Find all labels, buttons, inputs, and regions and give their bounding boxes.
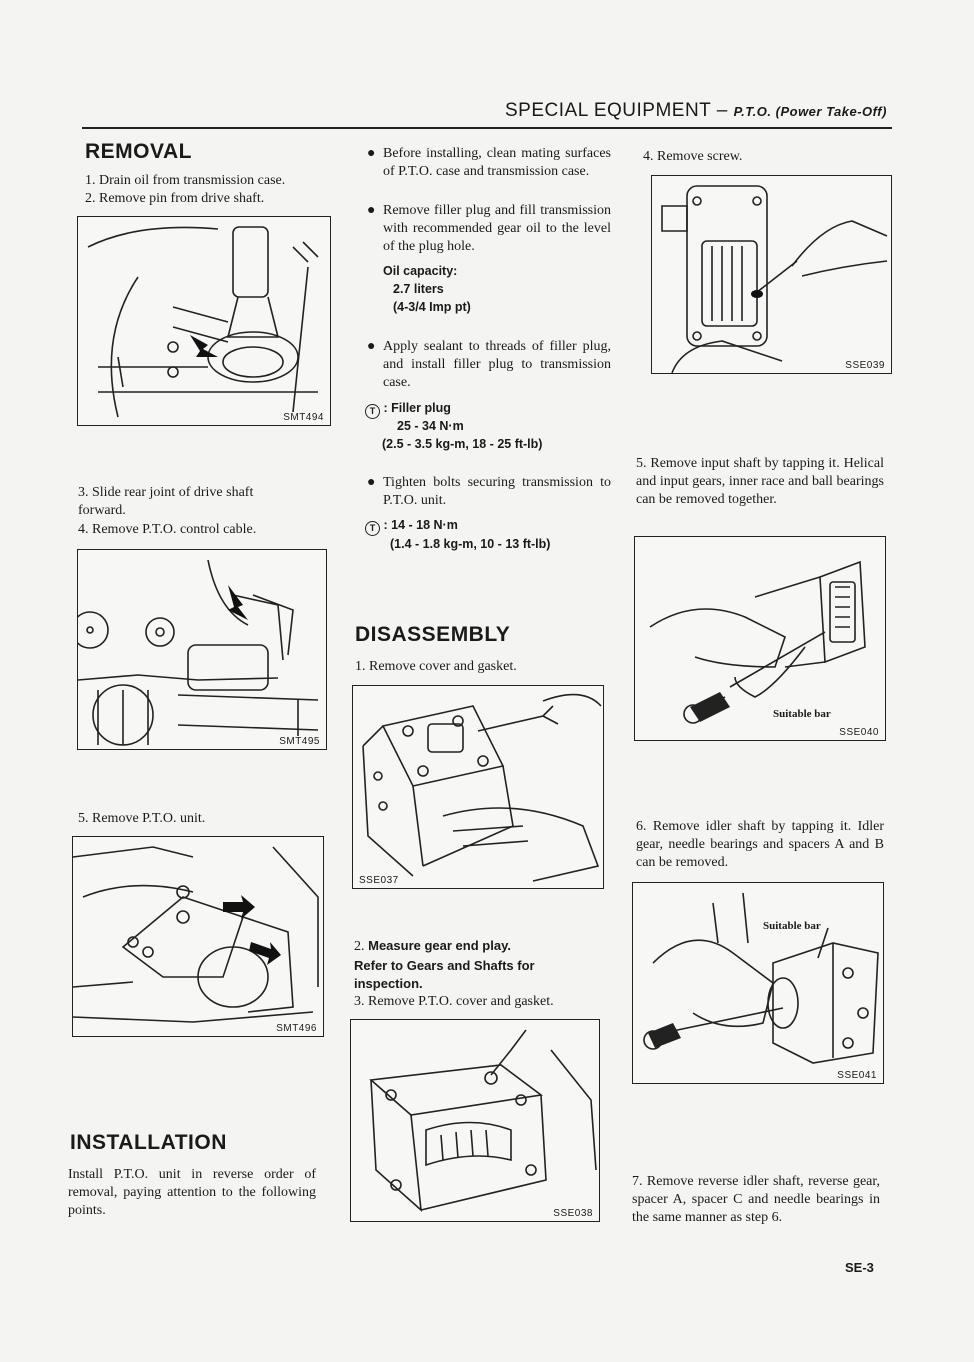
figure-smt494 <box>77 216 331 426</box>
cover-removal-illustration <box>353 686 603 888</box>
disassembly-step-5: 5. Remove input shaft by tapping it. Helical and input gears, inner race and ball bearings can be removed together. <box>636 456 884 507</box>
drive-shaft-illustration <box>78 217 330 425</box>
disassembly-step-4: 4. Remove screw. <box>643 149 743 164</box>
removal-heading: REMOVAL <box>85 140 192 163</box>
page-number: SE-3 <box>845 1260 874 1275</box>
install-bullet-1: ● Before installing, clean mating surfaces of P.T.O. case and transmission case. <box>367 146 611 179</box>
removal-step-1: 1. Drain oil from transmission case. <box>85 173 286 188</box>
torque-bolts: T : 14 - 18 N·m <box>365 516 458 536</box>
header-dash: – <box>716 100 728 121</box>
installation-heading: INSTALLATION <box>70 1131 227 1154</box>
disassembly-step-1: 1. Remove cover and gasket. <box>355 659 517 674</box>
disassembly-step-2: 2. Measure gear end play. <box>354 938 511 954</box>
removal-step-3: 3. Slide rear joint of drive shaft forward. <box>78 485 254 518</box>
input-shaft-illustration <box>635 537 885 740</box>
figure-smt496 <box>72 836 324 1037</box>
header-title: SPECIAL EQUIPMENT <box>505 100 711 121</box>
figure-code: SSE038 <box>553 1208 593 1219</box>
figure-sse038 <box>350 1019 600 1222</box>
figure-sse040 <box>634 536 886 741</box>
oil-capacity-liters: 2.7 liters <box>393 282 444 296</box>
header-rule <box>82 127 892 129</box>
torque-icon: T <box>365 404 380 419</box>
install-bullet-2: ● Remove filler plug and fill transmission with recommended gear oil to the level of the plug hole. <box>367 203 611 254</box>
page-header <box>505 100 887 122</box>
disassembly-heading: DISASSEMBLY <box>355 623 511 646</box>
disassembly-step-7: 7. Remove reverse idler shaft, reverse gear, spacer A, spacer C and needle bearings in the same manner as step 6. <box>632 1174 880 1225</box>
figure-code: SSE040 <box>839 727 879 738</box>
figure-code: SSE041 <box>837 1070 877 1081</box>
disassembly-step-6: 6. Remove idler shaft by tapping it. Idler gear, needle bearings and spacers A and B can be removed. <box>636 819 884 870</box>
oil-capacity-imp: (4-3/4 Imp pt) <box>393 300 471 314</box>
pto-unit-illustration <box>73 837 323 1036</box>
install-bullet-4: ● Tighten bolts securing transmission to P.T.O. unit. <box>367 475 611 508</box>
pto-cover-illustration <box>351 1020 599 1221</box>
removal-step-2: 2. Remove pin from drive shaft. <box>85 191 265 206</box>
disassembly-step-2-note: Refer to Gears and Shafts for inspection. <box>354 958 535 991</box>
figure-code: SMT494 <box>283 412 324 423</box>
figure-sse037 <box>352 685 604 889</box>
screw-removal-illustration <box>652 176 891 373</box>
figure-code: SMT496 <box>276 1023 317 1034</box>
figure-sse039 <box>651 175 892 374</box>
oil-capacity-label: Oil capacity: <box>383 264 458 278</box>
figure-sse041 <box>632 882 884 1084</box>
header-subtitle: P.T.O. (Power Take-Off) <box>733 104 887 119</box>
figure-code: SSE039 <box>845 360 885 371</box>
install-bullet-3: ● Apply sealant to threads of filler plug, and install filler plug to transmission case. <box>367 339 611 390</box>
torque-bolts-alt: (1.4 - 1.8 kg-m, 10 - 13 ft-lb) <box>390 537 551 551</box>
removal-step-5: 5. Remove P.T.O. unit. <box>78 811 206 826</box>
torque-filler-alt: (2.5 - 3.5 kg-m, 18 - 25 ft-lb) <box>382 437 543 451</box>
idler-shaft-illustration <box>633 883 883 1083</box>
removal-step-4: 4. Remove P.T.O. control cable. <box>78 522 257 537</box>
torque-icon: T <box>365 521 380 536</box>
figure-code: SSE037 <box>359 875 399 886</box>
disassembly-step-3: 3. Remove P.T.O. cover and gasket. <box>354 994 554 1009</box>
figure-code: SMT495 <box>279 736 320 747</box>
installation-intro: Install P.T.O. unit in reverse order of removal, paying attention to the following points. <box>68 1167 316 1218</box>
arrow-icon <box>228 585 248 620</box>
torque-filler-plug: T : Filler plug <box>365 399 451 419</box>
figure-smt495 <box>77 549 327 750</box>
suitable-bar-label: Suitable bar <box>773 708 831 720</box>
control-cable-illustration <box>78 550 326 749</box>
torque-filler-nm: 25 - 34 N·m <box>397 419 464 433</box>
suitable-bar-label: Suitable bar <box>763 920 821 932</box>
